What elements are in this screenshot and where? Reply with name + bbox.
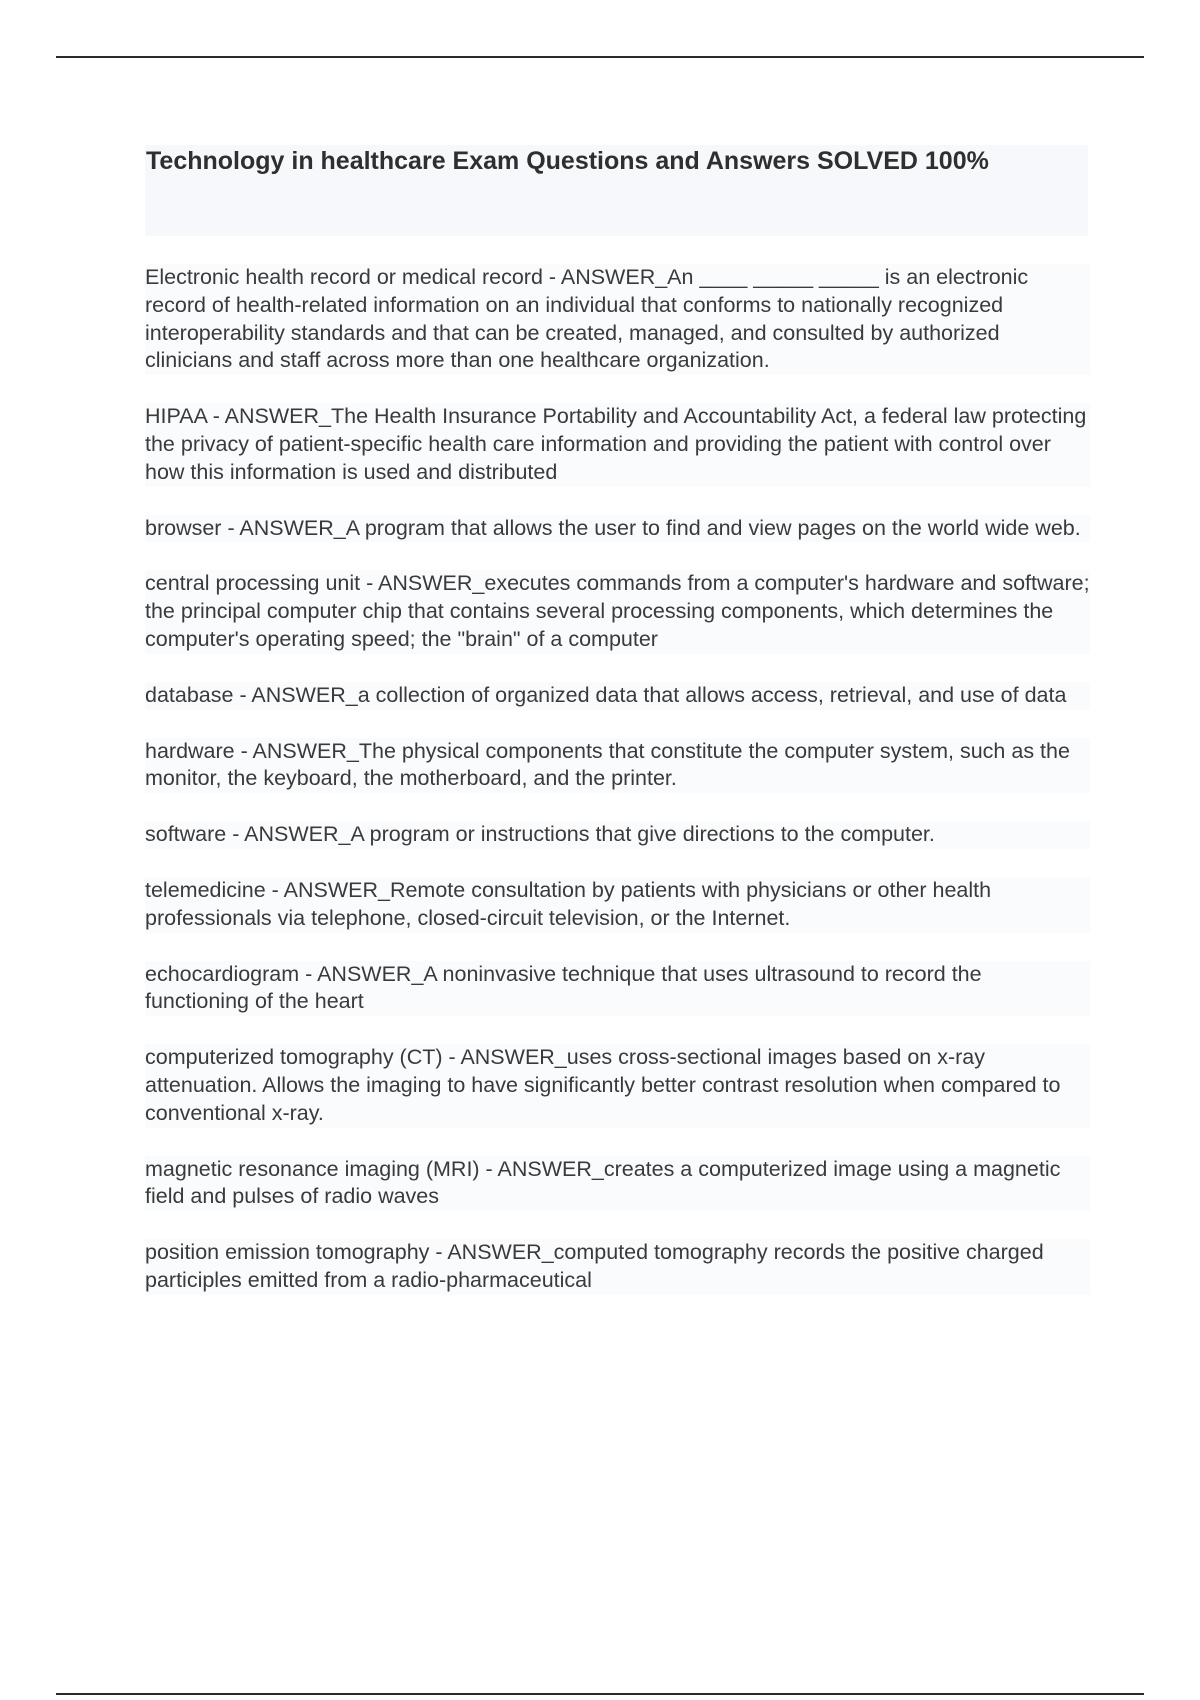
bottom-rule [56, 1693, 1144, 1695]
document-title: Technology in healthcare Exam Questions and Answers SOLVED 100% [146, 147, 989, 175]
qa-item-echocardiogram: echocardiogram - ANSWER_A noninvasive technique that uses ultrasound to record the functioning of the heart [145, 961, 1090, 1017]
qa-item-browser: browser - ANSWER_A program that allows the user to find and view pages on the world wide web. [145, 515, 1090, 543]
qa-item-electronic-health-record: Electronic health record or medical record - ANSWER_An ____ _____ _____ is an electronic record of health-related information on an individual that conforms to nationally recognized interoperability standards and that can be created, managed, and consulted by authorized clinicians and staff across more than one healthcare organization. [145, 264, 1090, 375]
qa-list [145, 264, 1090, 1323]
qa-item-software: software - ANSWER_A program or instructions that give directions to the computer. [145, 821, 1090, 849]
qa-item-hardware: hardware - ANSWER_The physical components that constitute the computer system, such as the monitor, the keyboard, the motherboard, and the printer. [145, 738, 1090, 794]
qa-item-computerized-tomography: computerized tomography (CT) - ANSWER_uses cross-sectional images based on x-ray attenuation. Allows the imaging to have significantly better contrast resolution when compared to conventional x-ray. [145, 1044, 1090, 1127]
qa-item-database: database - ANSWER_a collection of organized data that allows access, retrieval, and use of data [145, 682, 1090, 710]
qa-item-telemedicine: telemedicine - ANSWER_Remote consultation by patients with physicians or other health professionals via telephone, closed-circuit television, or the Internet. [145, 877, 1090, 933]
qa-item-position-emission-tomography: position emission tomography - ANSWER_computed tomography records the positive charged participles emitted from a radio-pharmaceutical [145, 1239, 1090, 1295]
top-rule [56, 56, 1144, 58]
qa-item-magnetic-resonance-imaging: magnetic resonance imaging (MRI) - ANSWER_creates a computerized image using a magnetic field and pulses of radio waves [145, 1156, 1090, 1212]
qa-item-hipaa: HIPAA - ANSWER_The Health Insurance Portability and Accountability Act, a federal law protecting the privacy of patient-specific health care information and providing the patient with control over how this information is used and distributed [145, 403, 1090, 486]
qa-item-central-processing-unit: central processing unit - ANSWER_executes commands from a computer's hardware and software; the principal computer chip that contains several processing components, which determines the computer's operating speed; the "brain" of a computer [145, 570, 1090, 653]
